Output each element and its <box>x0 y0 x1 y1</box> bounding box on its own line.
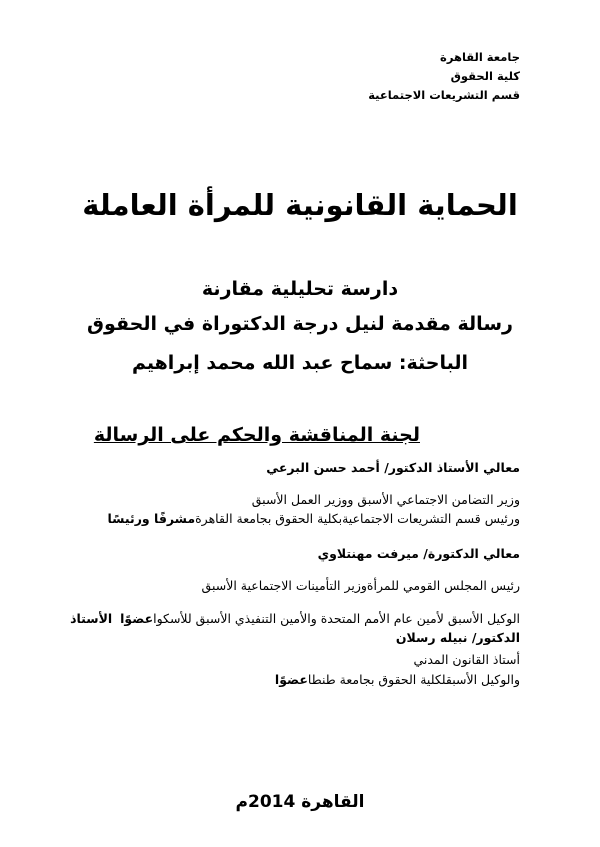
member-3-role: عضوًا <box>274 672 308 687</box>
faculty-name: كلية الحقوق <box>450 69 520 83</box>
member-2-line-2-text: الوكيل الأسبق لأمين عام الأمم المتحدة والأمين التنفيذي الأسبق للأسكوا <box>153 611 520 626</box>
member-2-name: معالي الدكتورة/ ميرفت مهنتلاوي <box>317 546 520 561</box>
member-1-line-2 <box>107 511 520 526</box>
footer-place-date: القاهرة 2014م <box>235 792 365 812</box>
committee-heading: لجنة المناقشة والحكم على الرسالة <box>93 424 420 446</box>
researcher-name: الباحثة: سماح عبد الله محمد إبراهيم <box>131 352 469 374</box>
member-3-line-2 <box>275 672 520 687</box>
member-1-line-1: وزير التضامن الاجتماعي الأسبق ووزير العمل الأسبق <box>251 492 520 507</box>
department-name: قسم التشريعات الاجتماعية <box>368 88 520 102</box>
university-name: جامعة القاهرة <box>440 50 520 64</box>
member-3-name: الدكتور/ نبيله رسلان <box>395 630 520 645</box>
member-2-role: عضوًا <box>120 611 154 626</box>
member-1-line-2-text: ورئيس قسم التشريعات الاجتماعيةبكلية الحقوق بجامعة القاهرة <box>195 511 520 526</box>
member-1-role: مشرفًا ورئيسًا <box>107 511 196 526</box>
member-1-name: معالي الأستاذ الدكتور/ أحمد حسن البرعي <box>266 460 520 475</box>
degree-statement: رسالة مقدمة لنيل درجة الدكتوراة في الحقوق <box>87 313 513 335</box>
institution-header <box>368 48 520 105</box>
member-2-line-2 <box>70 611 520 626</box>
thesis-subtitle: دارسة تحليلية مقارنة <box>201 278 399 300</box>
thesis-title: الحماية القانونية للمرأة العاملة <box>82 188 518 222</box>
member-3-line-1: أستاذ القانون المدني <box>413 652 520 667</box>
member-2-line-1: رئيس المجلس القومي للمرأةوزير التأمينات الاجتماعية الأسبق <box>201 578 520 593</box>
member-3-title-prefix: الأستاذ <box>70 611 113 626</box>
member-3-line-2-text: والوكيل الأسبقلكلية الحقوق بجامعة طنطا <box>307 672 520 687</box>
